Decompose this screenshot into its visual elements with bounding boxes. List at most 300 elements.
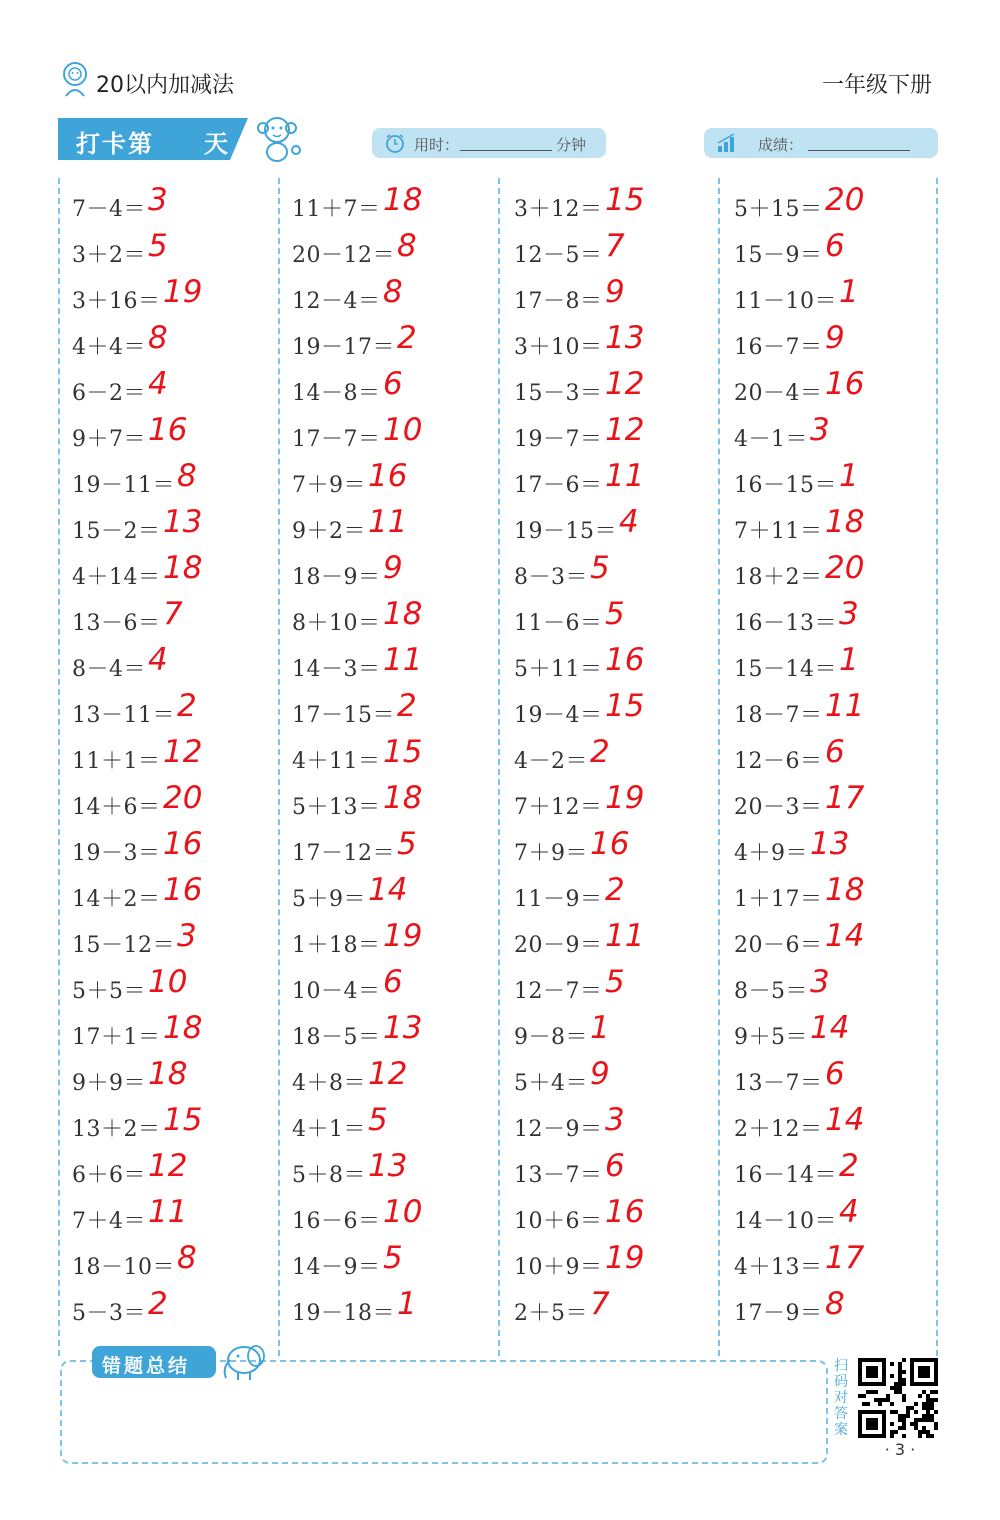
time-input-line[interactable]	[460, 150, 552, 151]
exercise-row	[514, 366, 724, 412]
equation: 5＋4＝	[514, 1071, 588, 1096]
handwritten-answer: 8	[825, 1286, 845, 1322]
exercise-row	[292, 1286, 502, 1332]
handwritten-answer: 10	[148, 964, 188, 1000]
handwritten-answer: 2	[177, 688, 197, 724]
exercise-row	[72, 366, 282, 412]
exercise-row	[734, 366, 944, 412]
equation: 20－12＝	[292, 243, 395, 268]
exercise-sheet	[58, 178, 938, 1360]
exercise-row	[72, 550, 282, 596]
checkin-banner	[58, 118, 248, 160]
handwritten-answer: 18	[383, 780, 423, 816]
equation: 18－5＝	[292, 1025, 381, 1050]
equation: 7＋12＝	[514, 795, 603, 820]
handwritten-answer: 1	[590, 1010, 610, 1046]
equation: 1＋17＝	[734, 887, 823, 912]
handwritten-answer: 6	[825, 228, 845, 264]
handwritten-answer: 3	[810, 412, 830, 448]
equation: 12－4＝	[292, 289, 381, 314]
exercise-row	[72, 1240, 282, 1286]
equation: 13－11＝	[72, 703, 175, 728]
handwritten-answer: 3	[839, 596, 859, 632]
exercise-row	[514, 872, 724, 918]
handwritten-answer: 20	[825, 550, 865, 586]
handwritten-answer: 11	[148, 1194, 188, 1230]
exercise-column	[734, 182, 944, 1332]
exercise-row	[72, 412, 282, 458]
handwritten-answer: 5	[605, 596, 625, 632]
equation: 7＋11＝	[734, 519, 823, 544]
equation: 6－2＝	[72, 381, 146, 406]
handwritten-answer: 15	[605, 688, 645, 724]
exercise-row	[292, 642, 502, 688]
equation: 4－1＝	[734, 427, 808, 452]
error-summary-label: 错题总结	[102, 1355, 191, 1377]
column-divider	[58, 178, 60, 1356]
equation: 9＋2＝	[292, 519, 366, 544]
alarm-clock-icon	[384, 133, 406, 153]
handwritten-answer: 8	[177, 1240, 197, 1276]
equation: 5＋11＝	[514, 657, 603, 682]
exercise-row	[514, 182, 724, 228]
handwritten-answer: 7	[590, 1286, 610, 1322]
exercise-row	[514, 412, 724, 458]
exercise-row	[514, 596, 724, 642]
elephant-icon	[216, 1340, 270, 1382]
exercise-row	[734, 1056, 944, 1102]
equation: 17＋1＝	[72, 1025, 161, 1050]
exercise-row	[514, 780, 724, 826]
handwritten-answer: 1	[839, 642, 859, 678]
exercise-row	[514, 504, 724, 550]
equation: 20－4＝	[734, 381, 823, 406]
exercise-row	[292, 780, 502, 826]
handwritten-answer: 12	[163, 734, 203, 770]
exercise-row	[734, 1194, 944, 1240]
exercise-row	[292, 182, 502, 228]
equation: 4＋1＝	[292, 1117, 366, 1142]
handwritten-answer: 11	[605, 918, 645, 954]
exercise-row	[72, 872, 282, 918]
equation: 8－4＝	[72, 657, 146, 682]
handwritten-answer: 15	[163, 1102, 203, 1138]
exercise-row	[292, 1102, 502, 1148]
handwritten-answer: 3	[148, 182, 168, 218]
exercise-row	[514, 826, 724, 872]
exercise-row	[72, 688, 282, 734]
equation: 15－2＝	[72, 519, 161, 544]
exercise-row	[72, 964, 282, 1010]
handwritten-answer: 16	[163, 826, 203, 862]
handwritten-answer: 20	[825, 182, 865, 218]
grade-label: 一年级下册	[821, 73, 932, 98]
exercise-row	[734, 412, 944, 458]
handwritten-answer: 11	[825, 688, 865, 724]
exercise-row	[72, 274, 282, 320]
exercise-row	[734, 1148, 944, 1194]
equation: 12－6＝	[734, 749, 823, 774]
equation: 3＋10＝	[514, 335, 603, 360]
equation: 9＋5＝	[734, 1025, 808, 1050]
page-number: · 3 ·	[884, 1440, 916, 1459]
exercise-row	[292, 504, 502, 550]
handwritten-answer: 5	[368, 1102, 388, 1138]
equation: 10＋6＝	[514, 1209, 603, 1234]
exercise-row	[292, 1010, 502, 1056]
handwritten-answer: 17	[825, 780, 865, 816]
exercise-row	[72, 182, 282, 228]
handwritten-answer: 6	[383, 964, 403, 1000]
handwritten-answer: 5	[605, 964, 625, 1000]
handwritten-answer: 14	[825, 1102, 865, 1138]
exercise-column	[514, 182, 724, 1332]
exercise-row	[514, 274, 724, 320]
exercise-row	[72, 504, 282, 550]
handwritten-answer: 3	[177, 918, 197, 954]
equation: 16－15＝	[734, 473, 837, 498]
exercise-row	[734, 1102, 944, 1148]
equation: 13－6＝	[72, 611, 161, 636]
equation: 4＋14＝	[72, 565, 161, 590]
handwritten-answer: 14	[810, 1010, 850, 1046]
equation: 14－3＝	[292, 657, 381, 682]
handwritten-answer: 8	[383, 274, 403, 310]
equation: 17－8＝	[514, 289, 603, 314]
exercise-row	[514, 918, 724, 964]
equation: 5＋9＝	[292, 887, 366, 912]
equation: 9－8＝	[514, 1025, 588, 1050]
equation: 17－9＝	[734, 1301, 823, 1326]
exercise-row	[514, 734, 724, 780]
exercise-row	[734, 504, 944, 550]
equation: 11－6＝	[514, 611, 603, 636]
handwritten-answer: 18	[383, 596, 423, 632]
handwritten-answer: 7	[163, 596, 183, 632]
handwritten-answer: 14	[368, 872, 408, 908]
equation: 6＋6＝	[72, 1163, 146, 1188]
equation: 1＋18＝	[292, 933, 381, 958]
equation: 8＋10＝	[292, 611, 381, 636]
exercise-row	[734, 734, 944, 780]
exercise-row	[514, 320, 724, 366]
equation: 9＋7＝	[72, 427, 146, 452]
equation: 8－3＝	[514, 565, 588, 590]
exercise-row	[292, 320, 502, 366]
equation: 9＋9＝	[72, 1071, 146, 1096]
exercise-row	[72, 1286, 282, 1332]
equation: 18－9＝	[292, 565, 381, 590]
equation: 4＋4＝	[72, 335, 146, 360]
exercise-row	[72, 642, 282, 688]
handwritten-answer: 13	[163, 504, 203, 540]
exercise-row	[514, 642, 724, 688]
equation: 10－4＝	[292, 979, 381, 1004]
handwritten-answer: 15	[605, 182, 645, 218]
checkin-label: 打卡第	[76, 130, 154, 158]
time-field	[372, 128, 606, 158]
exercise-row	[72, 1148, 282, 1194]
exercise-row	[514, 458, 724, 504]
exercise-row	[734, 1286, 944, 1332]
exercise-row	[734, 550, 944, 596]
handwritten-answer: 9	[383, 550, 403, 586]
exercise-column	[72, 182, 282, 1332]
handwritten-answer: 20	[163, 780, 203, 816]
equation: 7－4＝	[72, 197, 146, 222]
handwritten-answer: 9	[825, 320, 845, 356]
handwritten-answer: 4	[148, 366, 168, 402]
handwritten-answer: 11	[605, 458, 645, 494]
equation: 2＋5＝	[514, 1301, 588, 1326]
exercise-row	[72, 1102, 282, 1148]
exercise-row	[734, 228, 944, 274]
equation: 14－9＝	[292, 1255, 381, 1280]
exercise-row	[734, 642, 944, 688]
handwritten-answer: 7	[605, 228, 625, 264]
exercise-row	[514, 1102, 724, 1148]
handwritten-answer: 19	[163, 274, 203, 310]
monkey-mascot-icon	[250, 112, 304, 166]
equation: 11＋7＝	[292, 197, 381, 222]
equation: 15－9＝	[734, 243, 823, 268]
exercise-row	[292, 596, 502, 642]
exercise-column	[292, 182, 502, 1332]
exercise-row	[514, 964, 724, 1010]
equation: 11＋1＝	[72, 749, 161, 774]
handwritten-answer: 8	[148, 320, 168, 356]
handwritten-answer: 11	[383, 642, 423, 678]
equation: 16－14＝	[734, 1163, 837, 1188]
handwritten-answer: 16	[825, 366, 865, 402]
handwritten-answer: 6	[825, 734, 845, 770]
exercise-row	[734, 780, 944, 826]
qr-code-icon[interactable]	[858, 1358, 938, 1438]
handwritten-answer: 12	[368, 1056, 408, 1092]
handwritten-answer: 13	[605, 320, 645, 356]
equation: 14＋6＝	[72, 795, 161, 820]
equation: 7＋4＝	[72, 1209, 146, 1234]
equation: 5＋5＝	[72, 979, 146, 1004]
equation: 11－10＝	[734, 289, 837, 314]
handwritten-answer: 18	[825, 504, 865, 540]
equation: 4＋9＝	[734, 841, 808, 866]
handwritten-answer: 1	[839, 274, 859, 310]
exercise-row	[734, 688, 944, 734]
equation: 5＋15＝	[734, 197, 823, 222]
equation: 19－7＝	[514, 427, 603, 452]
exercise-row	[292, 1240, 502, 1286]
exercise-row	[72, 780, 282, 826]
handwritten-answer: 6	[383, 366, 403, 402]
equation: 17－15＝	[292, 703, 395, 728]
exercise-row	[734, 872, 944, 918]
equation: 4＋11＝	[292, 749, 381, 774]
handwritten-answer: 19	[605, 1240, 645, 1276]
handwritten-answer: 14	[825, 918, 865, 954]
exercise-row	[72, 228, 282, 274]
lion-logo-icon	[60, 60, 90, 98]
equation: 19－11＝	[72, 473, 175, 498]
exercise-row	[292, 1056, 502, 1102]
exercise-row	[292, 826, 502, 872]
score-input-line[interactable]	[808, 150, 910, 151]
exercise-row	[514, 1056, 724, 1102]
handwritten-answer: 10	[383, 1194, 423, 1230]
handwritten-answer: 2	[397, 320, 417, 356]
handwritten-answer: 2	[148, 1286, 168, 1322]
handwritten-answer: 5	[148, 228, 168, 264]
handwritten-answer: 2	[605, 872, 625, 908]
exercise-row	[72, 734, 282, 780]
handwritten-answer: 9	[590, 1056, 610, 1092]
equation: 5－3＝	[72, 1301, 146, 1326]
exercise-row	[734, 918, 944, 964]
equation: 17－12＝	[292, 841, 395, 866]
equation: 14－10＝	[734, 1209, 837, 1234]
handwritten-answer: 19	[605, 780, 645, 816]
handwritten-answer: 2	[590, 734, 610, 770]
exercise-row	[292, 366, 502, 412]
book-title: 20以内加减法	[96, 73, 234, 98]
exercise-row	[514, 550, 724, 596]
exercise-row	[734, 826, 944, 872]
exercise-row	[292, 964, 502, 1010]
equation: 2＋12＝	[734, 1117, 823, 1142]
handwritten-answer: 1	[397, 1286, 417, 1322]
equation: 3＋16＝	[72, 289, 161, 314]
exercise-row	[514, 1194, 724, 1240]
equation: 19－17＝	[292, 335, 395, 360]
exercise-row	[292, 228, 502, 274]
exercise-row	[292, 688, 502, 734]
qr-caption: 扫码对答案	[834, 1358, 848, 1438]
handwritten-answer: 6	[825, 1056, 845, 1092]
handwritten-answer: 17	[825, 1240, 865, 1276]
exercise-row	[734, 458, 944, 504]
exercise-row	[292, 274, 502, 320]
equation: 12－9＝	[514, 1117, 603, 1142]
equation: 18－7＝	[734, 703, 823, 728]
handwritten-answer: 2	[397, 688, 417, 724]
exercise-row	[72, 826, 282, 872]
time-label: 用时：	[414, 136, 460, 154]
handwritten-answer: 6	[605, 1148, 625, 1184]
exercise-row	[734, 596, 944, 642]
equation: 14－8＝	[292, 381, 381, 406]
handwritten-answer: 4	[839, 1194, 859, 1230]
exercise-row	[292, 550, 502, 596]
handwritten-answer: 8	[397, 228, 417, 264]
equation: 4－2＝	[514, 749, 588, 774]
handwritten-answer: 4	[148, 642, 168, 678]
equation: 16－7＝	[734, 335, 823, 360]
handwritten-answer: 16	[163, 872, 203, 908]
exercise-row	[72, 458, 282, 504]
handwritten-answer: 1	[839, 458, 859, 494]
exercise-row	[734, 274, 944, 320]
equation: 4＋13＝	[734, 1255, 823, 1280]
handwritten-answer: 12	[605, 366, 645, 402]
handwritten-answer: 9	[605, 274, 625, 310]
exercise-row	[514, 1286, 724, 1332]
exercise-row	[72, 1056, 282, 1102]
handwritten-answer: 16	[368, 458, 408, 494]
exercise-row	[734, 182, 944, 228]
handwritten-answer: 16	[590, 826, 630, 862]
handwritten-answer: 4	[619, 504, 639, 540]
equation: 15－3＝	[514, 381, 603, 406]
equation: 3＋12＝	[514, 197, 603, 222]
equation: 12－5＝	[514, 243, 603, 268]
score-field	[704, 128, 938, 158]
exercise-row	[734, 964, 944, 1010]
handwritten-answer: 18	[825, 872, 865, 908]
exercise-row	[72, 1194, 282, 1240]
equation: 8－5＝	[734, 979, 808, 1004]
handwritten-answer: 16	[605, 642, 645, 678]
equation: 20－9＝	[514, 933, 603, 958]
handwritten-answer: 18	[163, 550, 203, 586]
handwritten-answer: 18	[148, 1056, 188, 1092]
equation: 19－15＝	[514, 519, 617, 544]
equation: 13－7＝	[514, 1163, 603, 1188]
handwritten-answer: 16	[605, 1194, 645, 1230]
handwritten-answer: 5	[397, 826, 417, 862]
equation: 7＋9＝	[514, 841, 588, 866]
equation: 4＋8＝	[292, 1071, 366, 1096]
handwritten-answer: 18	[163, 1010, 203, 1046]
exercise-row	[514, 1240, 724, 1286]
exercise-row	[72, 320, 282, 366]
equation: 5＋8＝	[292, 1163, 366, 1188]
equation: 16－6＝	[292, 1209, 381, 1234]
equation: 18＋2＝	[734, 565, 823, 590]
exercise-row	[292, 918, 502, 964]
equation: 7＋9＝	[292, 473, 366, 498]
equation: 13＋2＝	[72, 1117, 161, 1142]
handwritten-answer: 19	[383, 918, 423, 954]
equation: 17－6＝	[514, 473, 603, 498]
equation: 20－3＝	[734, 795, 823, 820]
page-header	[60, 60, 940, 104]
handwritten-answer: 8	[177, 458, 197, 494]
error-summary-tab	[92, 1346, 216, 1378]
handwritten-answer: 11	[368, 504, 408, 540]
exercise-row	[514, 228, 724, 274]
handwritten-answer: 13	[368, 1148, 408, 1184]
score-label: 成绩：	[758, 136, 804, 154]
exercise-row	[292, 412, 502, 458]
handwritten-answer: 2	[839, 1148, 859, 1184]
handwritten-answer: 5	[383, 1240, 403, 1276]
equation: 19－3＝	[72, 841, 161, 866]
exercise-row	[72, 918, 282, 964]
equation: 19－4＝	[514, 703, 603, 728]
handwritten-answer: 10	[383, 412, 423, 448]
handwritten-answer: 18	[383, 182, 423, 218]
exercise-row	[514, 688, 724, 734]
handwritten-answer: 16	[148, 412, 188, 448]
equation: 18－10＝	[72, 1255, 175, 1280]
handwritten-answer: 13	[383, 1010, 423, 1046]
handwritten-answer: 12	[148, 1148, 188, 1184]
equation: 14＋2＝	[72, 887, 161, 912]
exercise-row	[292, 1148, 502, 1194]
equation: 11－9＝	[514, 887, 603, 912]
handwritten-answer: 5	[590, 550, 610, 586]
exercise-row	[72, 596, 282, 642]
